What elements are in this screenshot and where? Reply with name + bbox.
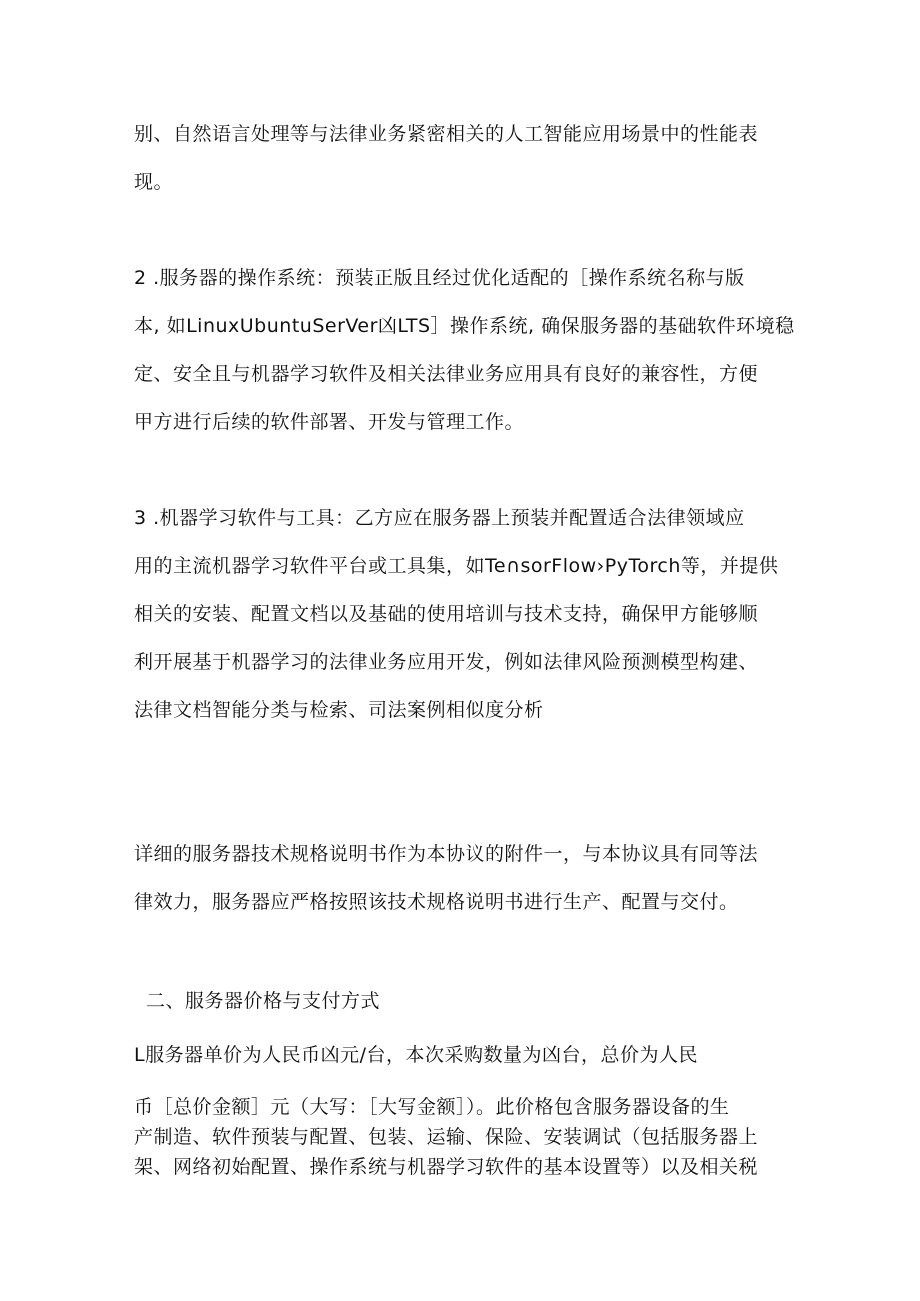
text-line: 3 .机器学习软件与工具：乙方应在服务器上预装并配置适合法律领域应 [134,507,745,529]
paragraph-unit-price [134,1039,784,1071]
paragraph-operating-system [134,262,795,454]
paragraph-total-price [134,1092,784,1182]
text-line: 别、自然语言处理等与法律业务紧密相关的人工智能应用场景中的性能表 [134,123,759,145]
text-line: 架、网络初始配置、操作系统与机器学习软件的基本设置等）以及相关税 [134,1156,759,1178]
text-line: 利开展基于机器学习的法律业务应用开发，例如法律风险预测模型构建、 [134,651,759,673]
text-line: 甲方进行后续的软件部署、开发与管理工作。 [134,411,525,433]
paragraph-spec-attachment [134,838,784,934]
text-line: 相关的安装、配置文档以及基础的使用培训与技术支持，确保甲方能够顺 [134,603,759,625]
text-line: 法律文档智能分类与检索、司法案例相似度分析 [134,699,544,721]
text-line: L服务器单价为人民币凶元/台，本次采购数量为凶台，总价为人民 [134,1044,698,1066]
text-line: 本, 如LinuxUbuntuSerVer凶LTS］操作系统, 确保服务器的基础软件环境稳 [134,315,795,337]
text-line: 币［总价金额］元（大写：［大写金额］）。此价格包含服务器设备的生 [134,1096,730,1118]
section-heading: 二、服务器价格与支付方式 [146,990,381,1012]
text-line: 现。 [134,171,174,193]
text-line: 2 .服务器的操作系统：预装正版且经过优化适配的［操作系统名称与版 [134,267,745,289]
text-line: 产制造、软件预装与配置、包装、运输、保险、安装调试（包括服务器上 [134,1126,759,1148]
text-line: 律效力，服务器应严格按照该技术规格说明书进行生产、配置与交付。 [134,891,739,913]
text-line: 详细的服务器技术规格说明书作为本协议的附件一，与本协议具有同等法 [134,843,759,865]
text-line: 用的主流机器学习软件平台或工具集，如Te∩sorFlow›PyTorch等，并提供 [134,555,779,577]
text-line: 定、安全且与机器学习软件及相关法律业务应用具有良好的兼容性，方便 [134,363,759,385]
paragraph-ml-software [134,502,784,742]
paragraph-performance-continuation [134,118,784,214]
